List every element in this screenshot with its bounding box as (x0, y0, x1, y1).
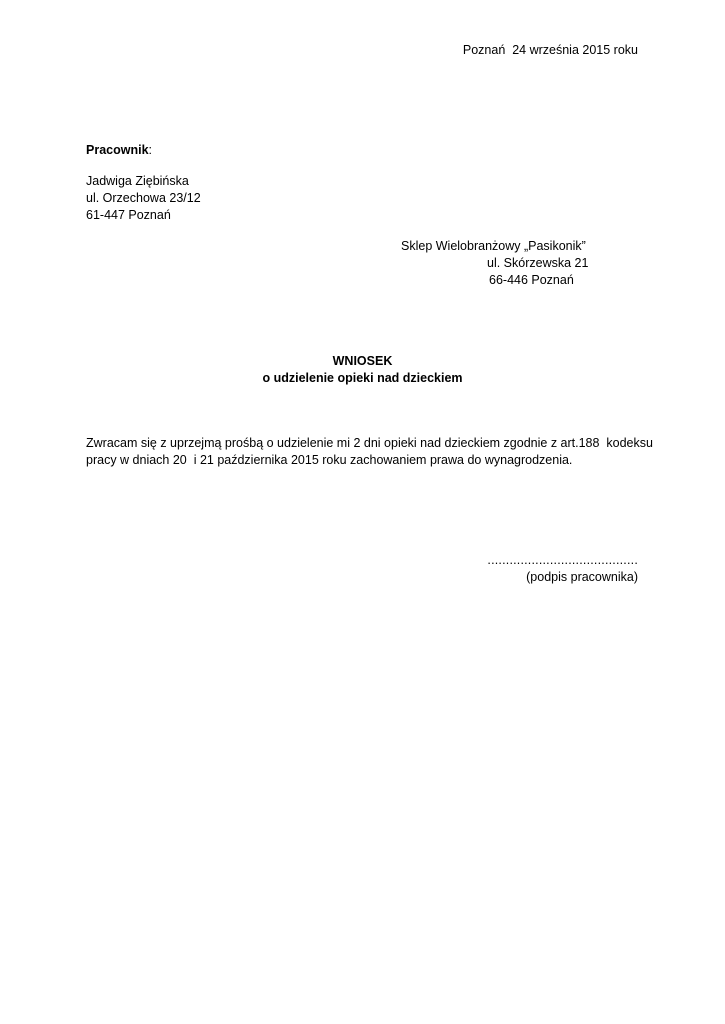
date-line: Poznań 24 września 2015 roku (462, 43, 638, 57)
request-body-line-2: pracy w dniach 20 i 21 października 2015 roku zachowaniem prawa do wynagrodzenia. (86, 453, 573, 467)
sender-name: Jadwiga Ziębińska (86, 174, 189, 188)
recipient-city: 66-446 Poznań (489, 273, 574, 287)
sender-street: ul. Orzechowa 23/12 (86, 191, 201, 205)
signature-line: ......................................... (487, 553, 638, 567)
signature-label: (podpis pracownika) (526, 570, 638, 584)
request-body (86, 435, 653, 469)
document-subtitle: o udzielenie opieki nad dzieckiem (262, 371, 463, 385)
sender-label-colon: : (148, 143, 153, 157)
recipient-street: ul. Skórzewska 21 (487, 256, 589, 270)
recipient-name: Sklep Wielobranżowy „Pasikonik” (401, 239, 586, 253)
request-body-line-1: Zwracam się z uprzejmą prośbą o udzielenie mi 2 dni opieki nad dzieckiem zgodnie z art.188 kodeksu (86, 436, 653, 450)
sender-label-text: Pracownik (86, 143, 149, 157)
sender-city: 61-447 Poznań (86, 208, 171, 222)
sender-label (86, 142, 152, 159)
document-title: WNIOSEK (332, 354, 393, 368)
